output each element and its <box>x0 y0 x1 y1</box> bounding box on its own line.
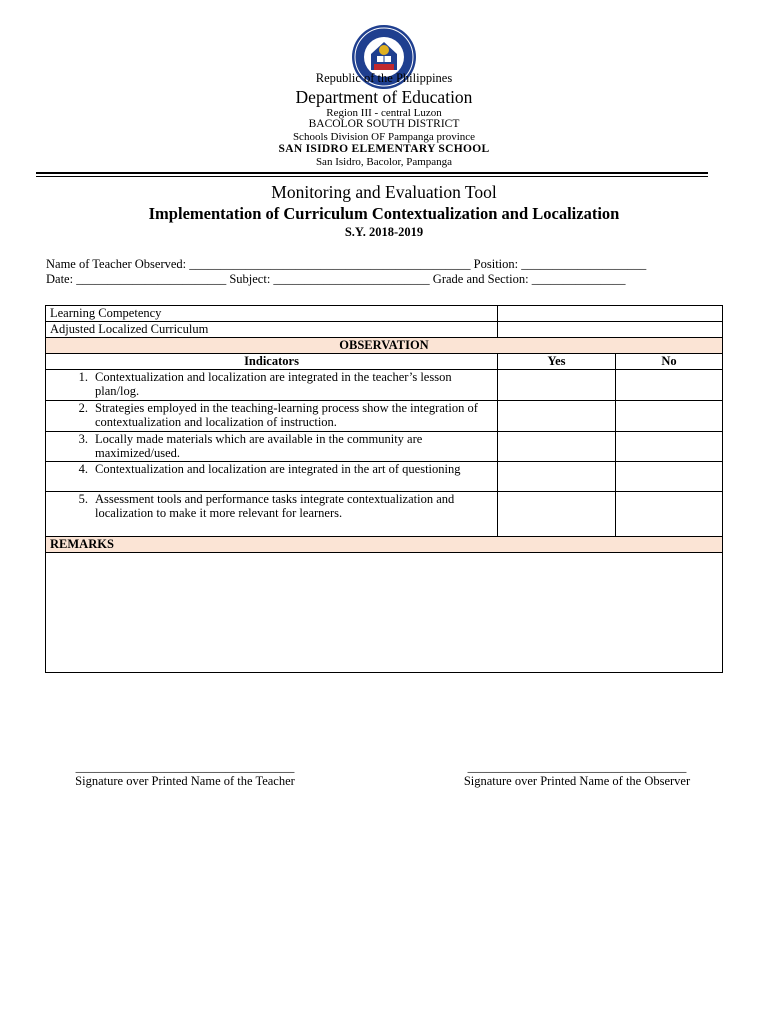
teacher-signature-block <box>58 760 312 788</box>
observer-signature-line[interactable]: ___________________________________ <box>467 760 687 774</box>
observer-signature-block <box>446 760 708 788</box>
form-subtitle: Implementation of Curriculum Contextualization and Localization <box>148 204 620 223</box>
indicator-no-cell[interactable] <box>616 492 723 537</box>
learning-competency-field[interactable] <box>498 306 723 322</box>
school-year: S.Y. 2018-2019 <box>344 225 424 239</box>
division-label: Schools Division OF Pampanga province <box>292 131 476 143</box>
indicator-text: Strategies employed in the teaching-learning process show the integration of contextualization and localization of instruction. <box>95 401 478 429</box>
indicator-yes-cell[interactable] <box>498 370 616 401</box>
indicator-row <box>46 462 723 492</box>
indicator-row <box>46 492 723 537</box>
remarks-heading: REMARKS <box>46 537 723 553</box>
header-divider-thick <box>36 172 708 174</box>
header-divider-thin <box>36 176 708 177</box>
remarks-heading-row <box>46 537 723 553</box>
indicator-no-cell[interactable] <box>616 401 723 432</box>
date-subject-grade-fields[interactable]: Date: ________________________ Subject: _________________________ Grade and Section: _______________ <box>46 272 626 286</box>
indicator-text: Locally made materials which are available in the community are maximized/used. <box>95 432 423 460</box>
observation-heading: OBSERVATION <box>46 338 723 354</box>
teacher-signature-line[interactable]: ___________________________________ <box>75 760 295 774</box>
teacher-signature-label: Signature over Printed Name of the Teacher <box>75 774 295 788</box>
indicator-yes-cell[interactable] <box>498 401 616 432</box>
indicator-text: Contextualization and localization are integrated in the art of questioning <box>95 462 461 476</box>
indicator-no-cell[interactable] <box>616 432 723 462</box>
indicator-yes-cell[interactable] <box>498 462 616 492</box>
indicator-number: 2. <box>78 401 88 415</box>
indicator-yes-cell[interactable] <box>498 492 616 537</box>
learning-competency-row <box>46 306 723 322</box>
indicator-text: Assessment tools and performance tasks integrate contextualization and localization to make it more relevant for learners. <box>95 492 455 520</box>
form-title: Monitoring and Evaluation Tool <box>271 182 497 202</box>
indicator-no-cell[interactable] <box>616 370 723 401</box>
school-address: San Isidro, Bacolor, Pampanga <box>315 156 453 168</box>
learning-competency-label: Learning Competency <box>46 306 498 322</box>
adjusted-curriculum-label: Adjusted Localized Curriculum <box>46 322 498 338</box>
school-name: SAN ISIDRO ELEMENTARY SCHOOL <box>278 143 490 155</box>
remarks-field[interactable] <box>46 553 723 673</box>
indicator-yes-cell[interactable] <box>498 432 616 462</box>
observation-table <box>45 305 723 673</box>
observer-signature-label: Signature over Printed Name of the Observer <box>463 774 691 788</box>
adjusted-curriculum-row <box>46 322 723 338</box>
indicator-number: 4. <box>78 462 88 476</box>
no-header: No <box>616 354 723 370</box>
teacher-position-fields[interactable]: Name of Teacher Observed: _____________________________________________ Position: ____________________ <box>46 257 647 271</box>
district-label: BACOLOR SOUTH DISTRICT <box>308 118 460 130</box>
indicator-text: Contextualization and localization are integrated in the teacher’s lesson plan/log. <box>95 370 452 398</box>
indicator-number: 1. <box>78 370 88 384</box>
department-title: Department of Education <box>295 87 473 107</box>
indicator-row <box>46 401 723 432</box>
adjusted-curriculum-field[interactable] <box>498 322 723 338</box>
indicator-no-cell[interactable] <box>616 462 723 492</box>
indicator-number: 5. <box>78 492 88 506</box>
republic-label: Republic of the Philippines <box>315 71 453 85</box>
indicators-header-row <box>46 354 723 370</box>
indicator-row <box>46 432 723 462</box>
indicator-number: 3. <box>78 432 88 446</box>
indicators-header: Indicators <box>46 354 498 370</box>
yes-header: Yes <box>498 354 616 370</box>
region-label: Region III - central Luzon <box>326 107 442 119</box>
observation-heading-row <box>46 338 723 354</box>
indicator-row <box>46 370 723 401</box>
remarks-row <box>46 553 723 673</box>
